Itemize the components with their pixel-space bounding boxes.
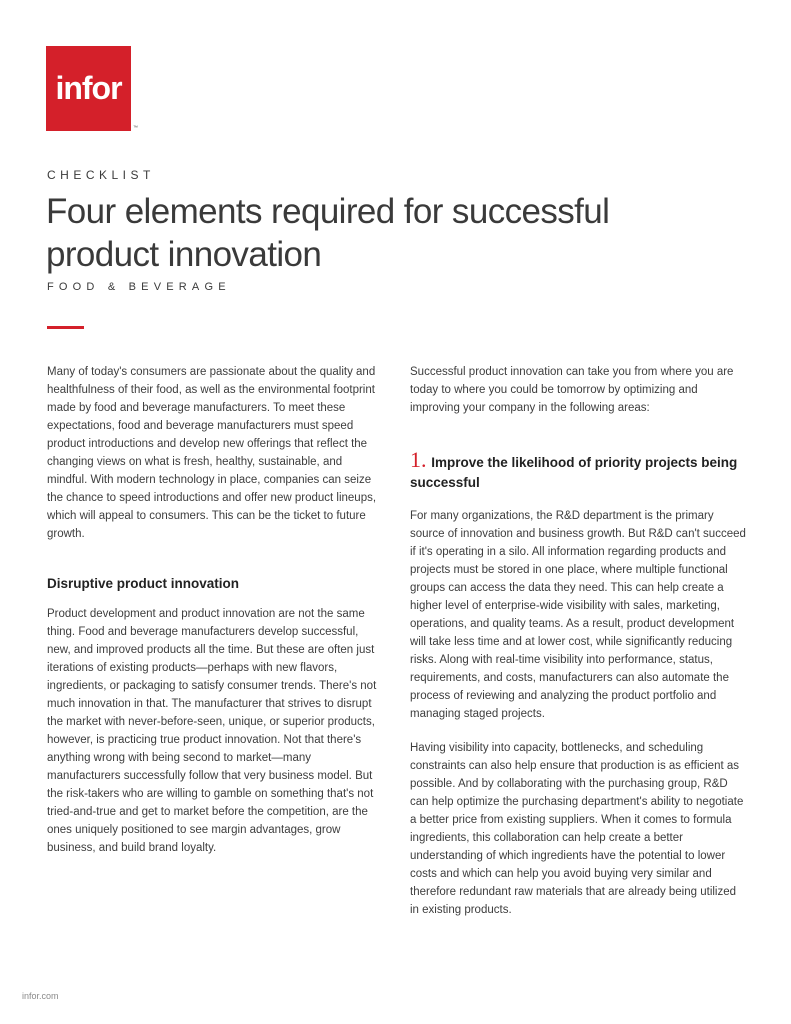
checklist-item-heading [410, 447, 748, 493]
trademark-symbol: ™ [133, 125, 138, 131]
industry-label: FOOD & BEVERAGE [47, 281, 231, 293]
section-paragraph: Product development and product innovation are not the same thing. Food and beverage manufacturers develop successful, new, and improved products all the time. But these are often just iterations of existing products—perhaps with new flavors, ingredients, or packaging to satisfy consumer trends. There's not much innovation in that. The manufacturer that strives to disrupt the market with never-before-seen, unique, or superior products, however, is practicing true product innovation. Not that there's anything wrong with being second to market—many manufacturers successfully follow that very business model. But the risk-takers who are willing to gamble on something that's not tried-and-true and get to market before the competition, are the ones uniquely positioned to see margin advantages, grow business, and build brand loyalty. [47, 608, 377, 854]
right-intro-paragraph: Successful product innovation can take you from where you are today to where you could be tomorrow by optimizing and improving your company in the following areas: [410, 366, 734, 414]
page-title: Four elements required for successful product innovation [46, 192, 610, 274]
checklist-item-number: 1. [410, 447, 427, 472]
document-type-label: CHECKLIST [47, 168, 155, 182]
item-paragraph-1: For many organizations, the R&D department is the primary source of innovation and business growth. But R&D can't succeed if it's operating in a silo. All information regarding products and projects must be stored in one place, where multiple functional groups can access the data they need. This can help create a higher level of enterprise-wide visibility with sales, marketing, operations, and quality teams. As a result, product development will take less time and at lower cost, while significantly reducing risks. Along with real-time visibility into performance, status, requirements, and costs, manufacturers can also automate the process of reviewing and analyzing the product portfolio and managing staged projects. [410, 510, 746, 720]
item-paragraph-2: Having visibility into capacity, bottlenecks, and scheduling constraints can also help ensure that production is as efficient as possible. And by collaborating with the purchasing group, R&D can help optimize the purchasing department's ability to negotiate a better price from existing suppliers. When it comes to formula ingredients, this collaboration can help create a better understanding of which ingredients have the potential to lower costs and which can help you avoid buying very similar and therefore redundant raw materials that are already being utilized in existing products. [410, 742, 744, 916]
footer-url[interactable]: infor.com [22, 991, 59, 1001]
intro-paragraph: Many of today's consumers are passionate about the quality and healthfulness of their food, as well as the environmental footprint made by food and beverage manufacturers. To meet these expectations, food and beverage manufacturers must speed product introductions and develop new offerings that reflect the changing views on what is fresh, healthy, sustainable, and mindful. With modern technology in place, companies can seize the chance to speed introductions and offer new product lineups, which will appeal to consumers. This can be the ticket to future growth. [47, 366, 377, 540]
logo-wordmark: infor [55, 70, 122, 106]
checklist-item-title: Improve the likelihood of priority projects being successful [410, 455, 738, 490]
left-column [47, 363, 383, 857]
accent-divider [47, 326, 84, 329]
section-heading: Disruptive product innovation [47, 576, 240, 591]
right-column [410, 363, 748, 919]
infor-logo [46, 46, 131, 131]
